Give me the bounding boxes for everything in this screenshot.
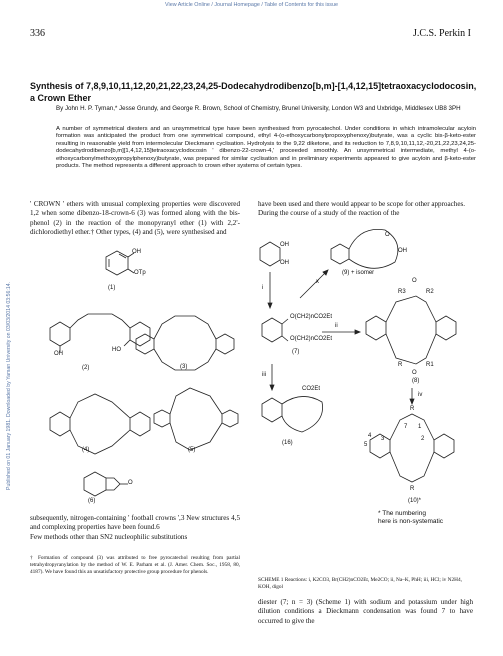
body-right-top: have been used and there would appear to be scope for other approaches. During the course of a study of the reaction of the — [258, 200, 466, 218]
label-num-5: 5 — [364, 442, 368, 448]
page-number: 336 — [30, 28, 45, 39]
label-x: x — [316, 279, 319, 285]
numbering-note — [378, 510, 478, 526]
compound-label-3: (3) — [180, 364, 188, 370]
label-otp: OTp — [134, 270, 146, 276]
label-oh-cat2: OH — [280, 260, 289, 266]
article-abstract: A number of symmetrical diesters and an unsymmetrical type have been synthesised from pyrocatechol. Under conditions in which intramolecular acyloin formation was anticipated the product from one symmetrical compound, ethyl 4-(o-ethoxycarbonylpropoxyphenoxy)butyrate, was a cyclic bis-β-keto-ester resulting in reasonable yield from intermolecular Dieckmann cyclisation. Hydrolysis to the 9,22 diketone, and its reduction to 7,8,9,10,11,12,-20,21,22,23,24,25-dodecahydrodibenzo[b,m][1,4,12,15]tetraoxacyclodocosin ' dibenzo-22-crown-4,' proceeded smoothly. An unsymmetrical intermediate, methyl 4-(o-ethoxycarbonylmethoxypropylphenoxy)butyrate, was prepared for similar cyclisation and in preliminary experiments appeared to give acyloin and β-keto-ester products. The method represents a different approach to crown ether systems of certain types. — [56, 126, 476, 170]
label-iii: iii — [262, 372, 266, 378]
label-num-2: 2 — [421, 436, 425, 442]
catechol-structure — [260, 242, 280, 266]
compound-2-structure — [50, 314, 150, 352]
article-links-bar[interactable]: View Article Online / Journal Homepage / Table of Contents for this issue — [165, 2, 338, 8]
compound-label-5: (5) — [188, 447, 196, 453]
label-o-8b: O — [412, 370, 417, 376]
compound-label-1: (1) — [108, 285, 116, 291]
compound-10-structure — [370, 414, 454, 482]
compound-6-structure — [84, 472, 128, 496]
label-r-10a: R — [410, 406, 415, 412]
label-r2: R2 — [426, 289, 434, 295]
scheme-caption: SCHEME 1 Reactions: i, K2CO3, Br(CH2)nCO2Et, Me2CO; ii, Na–K, PhH; iii, HCl; iv N2H4, KOH, digol — [258, 577, 462, 590]
compound-label-16: (16) — [282, 440, 293, 446]
body-left-bottom: subsequently, nitrogen-containing ' football crowns ',3 New structures 4,5 and complexing properties have been found.6 Few methods other than SN2 nucleophilic substitutions — [30, 514, 240, 541]
label-ho-2: HO — [112, 347, 121, 353]
compound-label-6: (6) — [88, 498, 96, 504]
numbering-note-line1: * The numbering — [378, 510, 426, 517]
label-oh-9: OH — [398, 248, 407, 254]
label-i: i — [262, 285, 264, 291]
label-oh-2: OH — [54, 351, 63, 357]
compound-label-9: (9) + isomer — [342, 270, 375, 276]
footnote: † Formation of compound (3) was attributed to free pyrocatechol resulting from partial tetrahydropyranylation by the method of W. E. Parham et al. (J. Amer. Chem. Soc., 1958, 80, 4187). We have found this an unsatisfactory protective group procedure for phenols. — [30, 555, 240, 575]
label-r1: R1 — [426, 362, 434, 368]
label-o-9: O — [385, 232, 390, 238]
compound-label-4: (4) — [82, 447, 90, 453]
compound-label-10: (10)* — [408, 498, 422, 504]
compound-7-structure — [262, 318, 288, 342]
label-num-3: 3 — [381, 436, 385, 442]
compound-8-structure — [366, 296, 456, 364]
label-ii: ii — [335, 323, 338, 329]
compound-3-structure — [136, 316, 234, 370]
label-oh-cat1: OH — [280, 242, 289, 248]
compound-16-structure — [262, 396, 323, 432]
label-chain1: O(CH2)nCO2Et — [290, 314, 333, 320]
label-co2et: CO2Et — [302, 386, 321, 392]
journal-name: J.C.S. Perkin I — [412, 28, 471, 39]
label-oh: OH — [132, 249, 141, 255]
compound-1-structure — [106, 251, 134, 275]
label-num-4: 4 — [368, 433, 372, 439]
label-num-7: 7 — [404, 424, 408, 430]
label-o-6: O — [128, 480, 133, 486]
compound-label-8: (8) — [412, 378, 420, 384]
article-authors: By John H. P. Tyman,* Jesse Grundy, and George R. Brown, School of Chemistry, Brunel University, London W3 and Uxbridge, Middlesex UB8 3PH — [56, 105, 461, 112]
compound-label-7: (7) — [292, 349, 300, 355]
label-r-8: R — [398, 362, 403, 368]
sidebar-text: Published on 01 January 1981. Downloaded by Yaman University on 03/03/2014 03:56:14. — [6, 281, 12, 490]
compound-5-structure — [154, 388, 238, 450]
label-o-8a: O — [412, 278, 417, 284]
numbering-note-line2: here is non-systematic — [378, 518, 444, 525]
article-title: Synthesis of 7,8,9,10,11,12,20,21,22,23,24,25-Dodecahydrodibenzo[b,m]-[1,4,12,15]tetraoxacyclodocosin, a Crown Ether — [30, 81, 477, 103]
label-iv: iv — [418, 392, 423, 398]
label-r-10b: R — [410, 486, 415, 492]
compound-4-structure — [50, 394, 150, 454]
body-left-top: ' CROWN ' ethers with unusual complexing properties were discovered 1,2 when some dibenzo-18-crown-6 (3) was formed along with the bis-phenol (2) in the reaction of the monopyranyl ether (1) with 2,2'-dichlorodiethyl ether.† Other types, (4) and (5), were synthesised and — [30, 200, 240, 236]
body-right-bottom: diester (7; n = 3) (Scheme 1) with sodium and potassium under high dilution conditions a Dieckmann condensation was found 7 to have occurred to give the — [258, 598, 473, 625]
label-num-1: 1 — [418, 424, 422, 430]
compound-label-2: (2) — [82, 365, 90, 371]
label-chain2: O(CH2)nCO2Et — [290, 336, 333, 342]
label-r3: R3 — [398, 289, 406, 295]
